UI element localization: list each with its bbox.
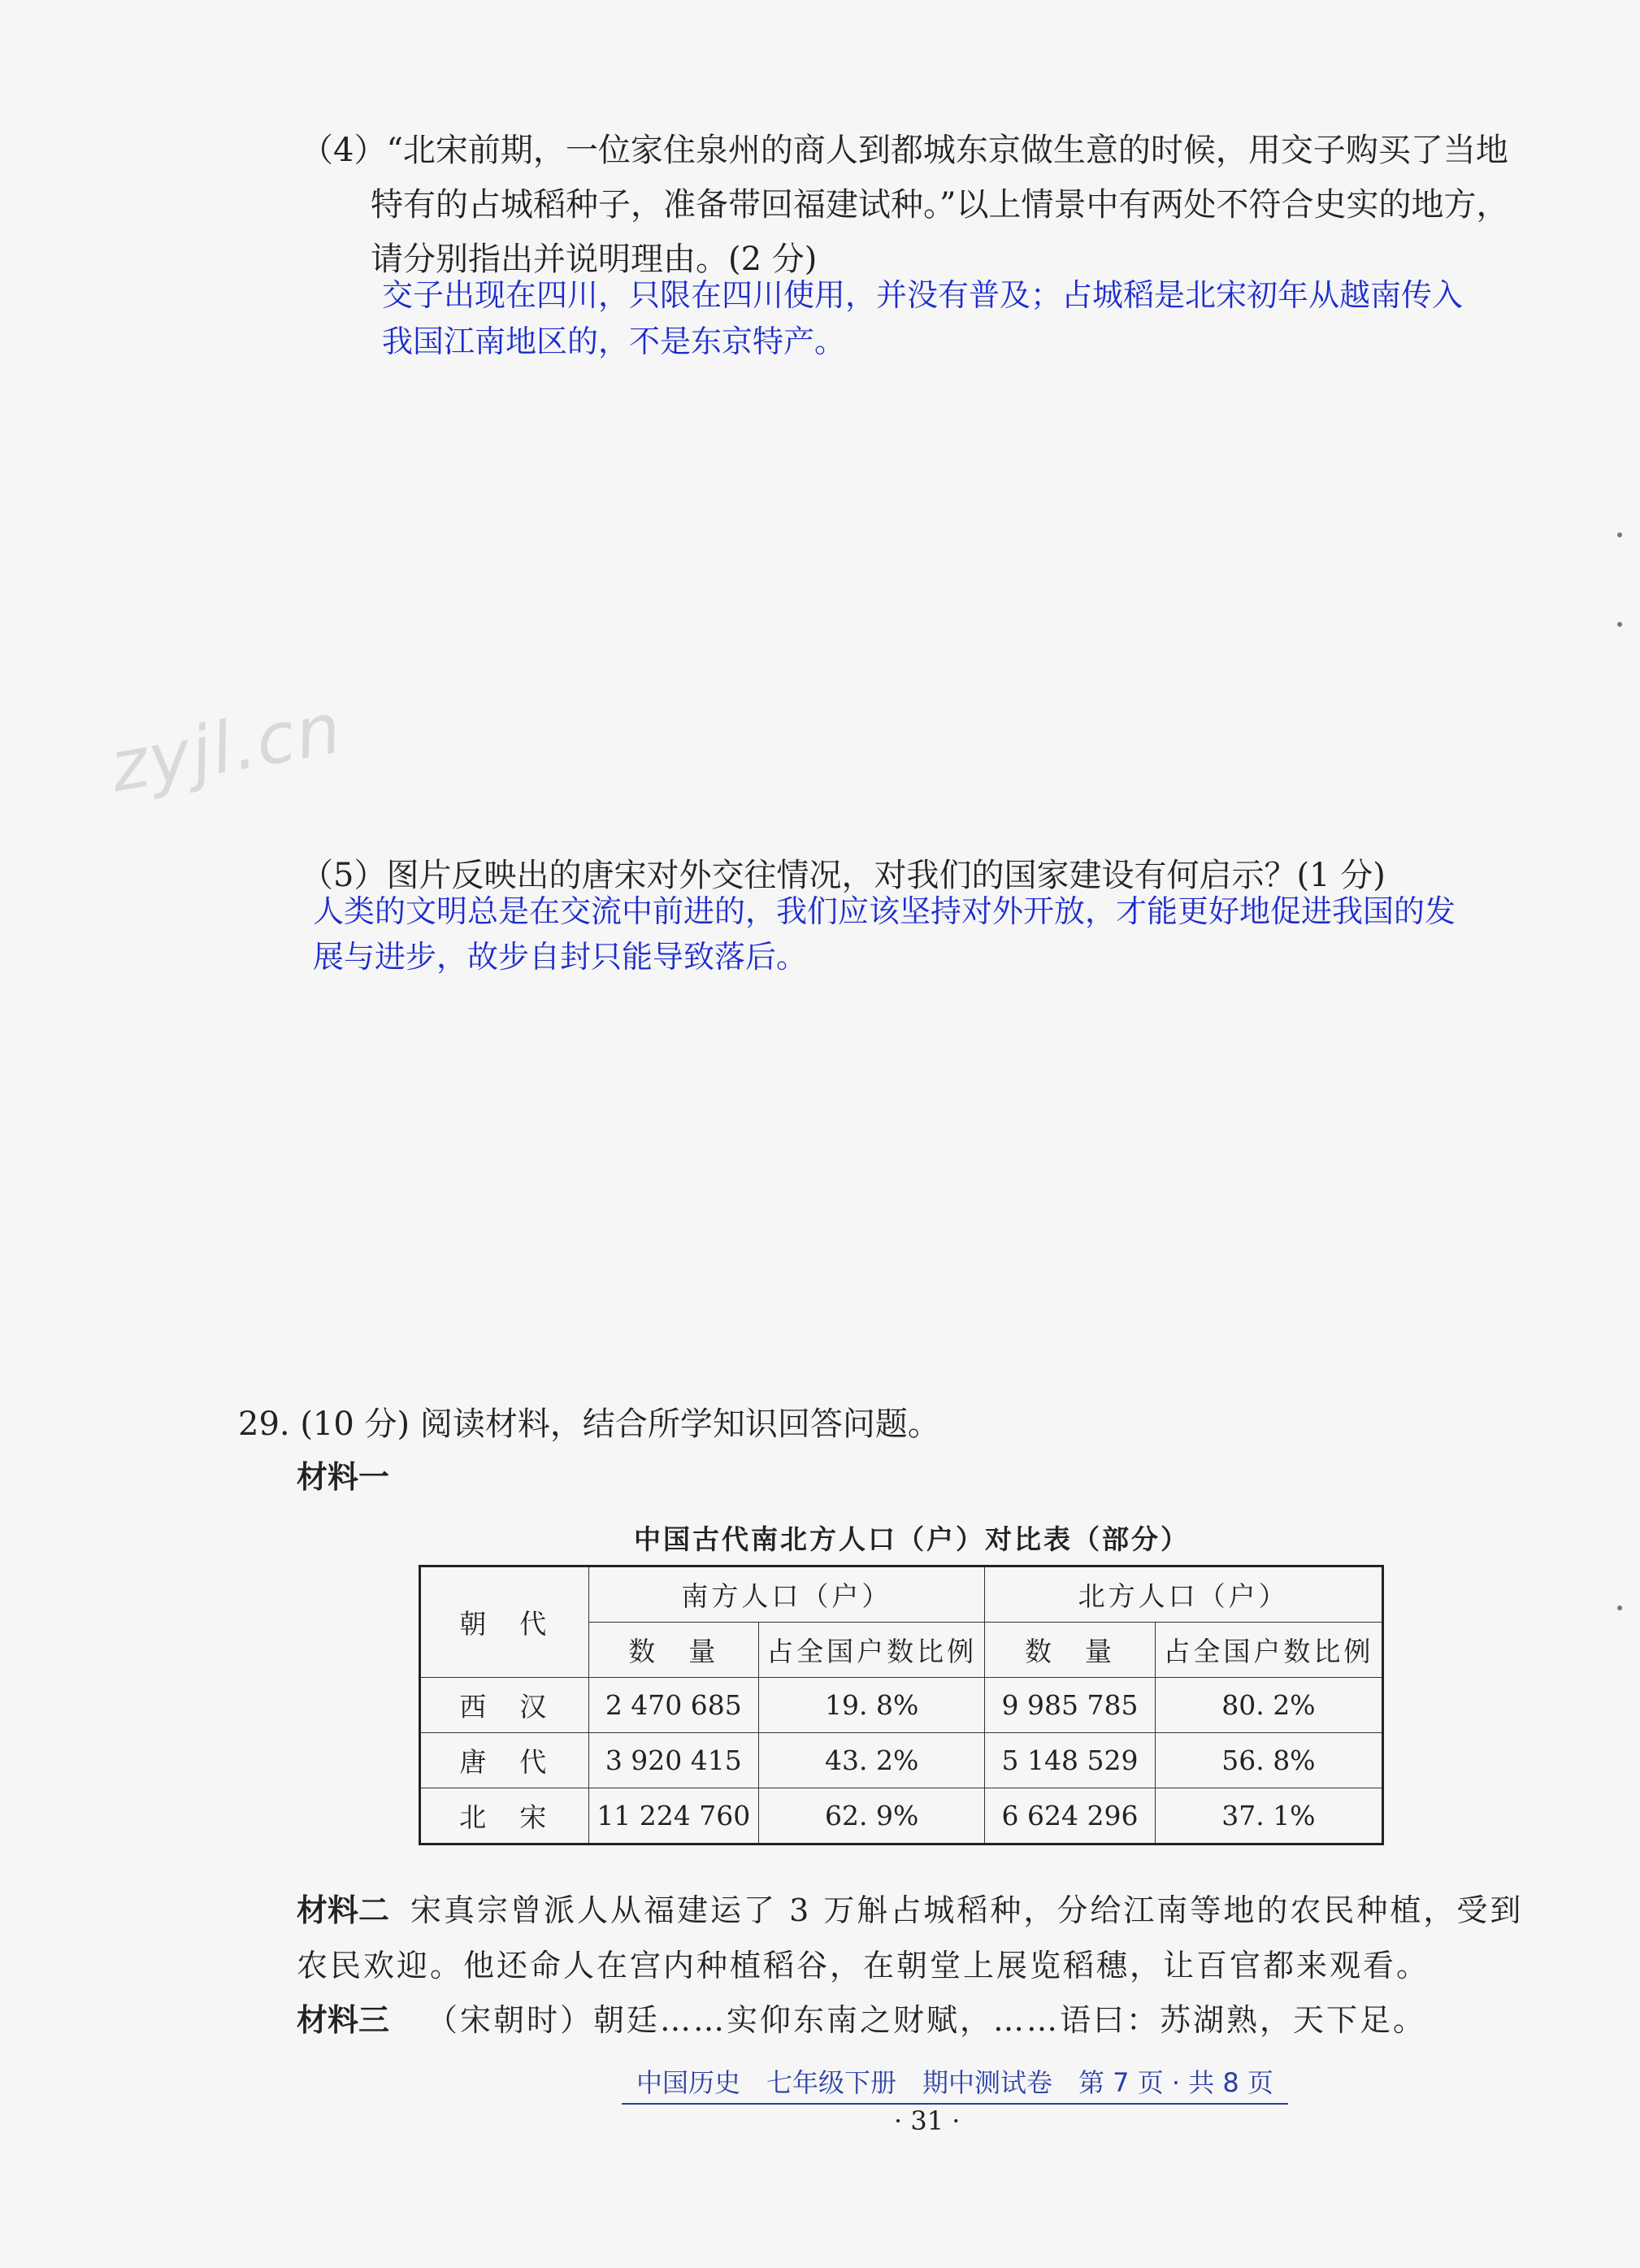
q29-header: 29. (10 分) 阅读材料，结合所学知识回答问题。 [238,1406,940,1443]
row-north-ratio: 80. 2% [1155,1678,1382,1733]
header-south: 南方人口（户） [588,1566,985,1623]
q4-line3: 请分别指出并说明理由。(2 分) [371,241,818,278]
q4-line1: （4）“北宋前期，一位家住泉州的商人到都城东京做生意的时候，用交子购买了当地 [301,132,1508,169]
watermark-logo: zyjl.cn [104,687,349,809]
q4-answer-line1: 交子出现在四川，只限在四川使用，并没有普及；占城稻是北宋初年从越南传入 [382,277,1464,313]
row-south-count: 2 470 685 [588,1678,759,1733]
margin-dot [1617,532,1622,537]
row-south-ratio: 62. 9% [759,1788,985,1844]
q4-answer-line2: 我国江南地区的，不是东京特产。 [382,324,846,359]
material3-label: 材料三 [297,2002,390,2038]
q5-line1: （5）图片反映出的唐宋对外交往情况，对我们的国家建设有何启示？(1 分) [301,857,1386,894]
table-row [420,1733,1383,1788]
row-north-count: 5 148 529 [985,1733,1156,1788]
row-dynasty: 唐 代 [420,1733,589,1788]
subheader-south-ratio: 占全国户数比例 [759,1623,985,1678]
q4-line2: 特有的占城稻种子，准备带回福建试种。”以上情景中有两处不符合史实的地方， [371,186,1509,224]
population-table [419,1565,1384,1845]
row-north-ratio: 56. 8% [1155,1733,1382,1788]
row-south-ratio: 43. 2% [759,1733,985,1788]
subheader-north-count: 数 量 [985,1623,1156,1678]
page-number: · 31 · [894,2105,961,2136]
row-north-count: 9 985 785 [985,1678,1156,1733]
row-north-ratio: 37. 1% [1155,1788,1382,1844]
row-south-ratio: 19. 8% [759,1678,985,1733]
footer-book-info: 中国历史 七年级下册 期中测试卷 第 7 页 · 共 8 页 [622,2062,1288,2105]
material3-line1: （宋朝时）朝廷……实仰东南之财赋，……语曰：苏湖熟，天下足。 [427,2002,1427,2038]
material1-label: 材料一 [297,1459,390,1495]
subheader-south-count: 数 量 [588,1623,759,1678]
table-title: 中国古代南北方人口（户）对比表（部分） [634,1523,1190,1555]
material2-label: 材料二 [297,1892,390,1928]
material2-line2: 农民欢迎。他还命人在宫内种植稻谷，在朝堂上展览稻穗，让百官都来观看。 [297,1948,1430,1983]
header-dynasty: 朝 代 [420,1566,589,1678]
q5-answer-line2: 展与进步，故步自封只能导致落后。 [313,939,808,975]
margin-dot [1617,622,1622,627]
row-dynasty: 北 宋 [420,1788,589,1844]
row-south-count: 11 224 760 [588,1788,759,1844]
row-north-count: 6 624 296 [985,1788,1156,1844]
row-south-count: 3 920 415 [588,1733,759,1788]
table-row [420,1788,1383,1844]
subheader-north-ratio: 占全国户数比例 [1155,1623,1382,1678]
material2-line1: 宋真宗曾派人从福建运了 3 万斛占城稻种，分给江南等地的农民种植，受到 [410,1892,1524,1928]
row-dynasty: 西 汉 [420,1678,589,1733]
header-north: 北方人口（户） [985,1566,1383,1623]
margin-dot [1617,1605,1622,1610]
table-row [420,1678,1383,1733]
q5-answer-line1: 人类的文明总是在交流中前进的，我们应该坚持对外开放，才能更好地促进我国的发 [313,893,1456,929]
